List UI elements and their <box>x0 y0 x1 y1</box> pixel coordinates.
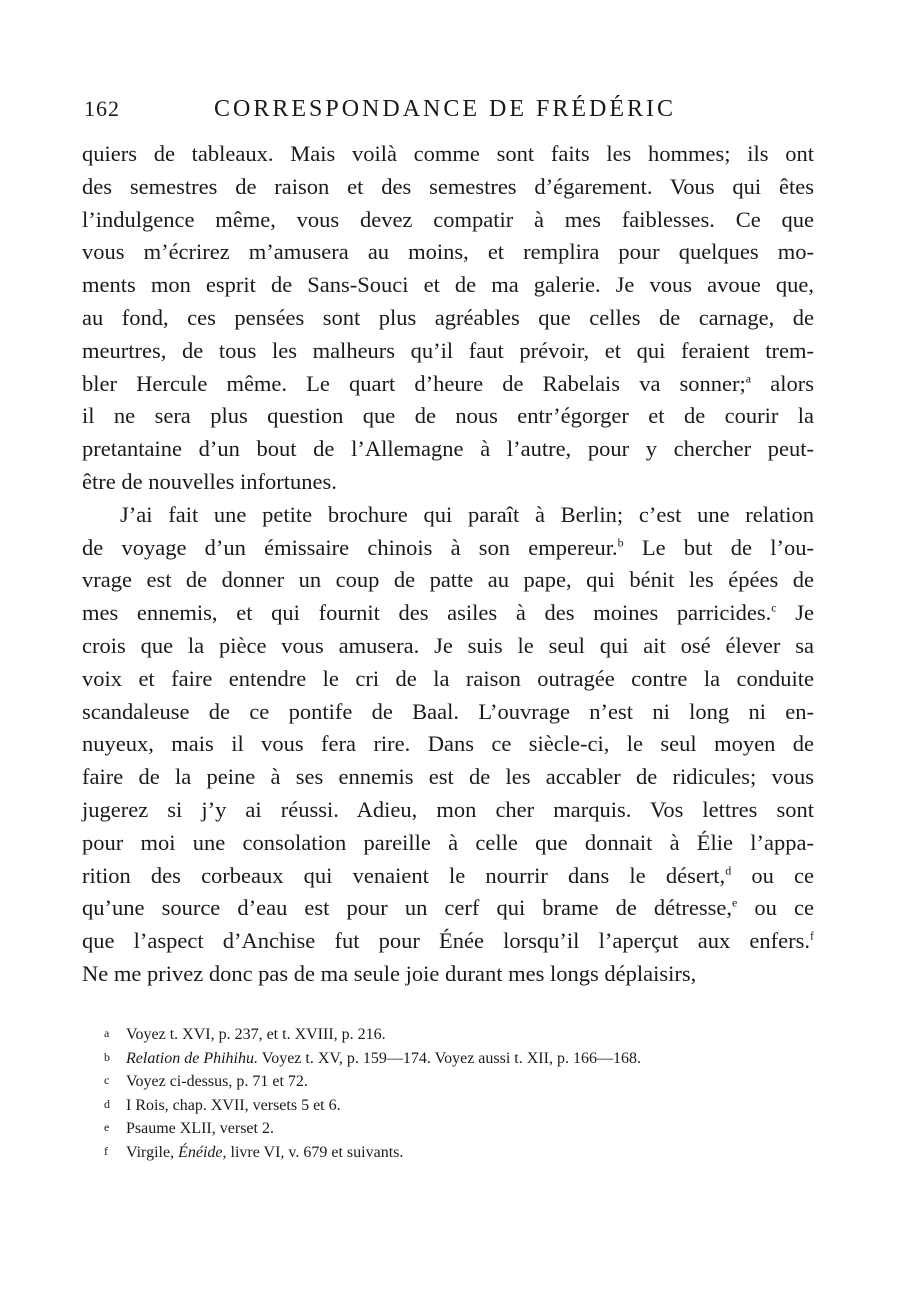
footnote-title: Énéide, <box>178 1143 227 1161</box>
text-line: bler Hercule même. Le quart d’heure de Rabelais va sonner;$^a$ alors <box>82 370 814 396</box>
footnote-letter: a <box>104 1026 110 1040</box>
footnote-letter: c <box>104 1073 110 1088</box>
footnote-letter: b <box>104 1049 110 1064</box>
footnote-letter: d <box>104 1096 110 1111</box>
letter-body <box>82 138 814 991</box>
text-line: faire de la peine à ses ennemis est de les accabler de ridicules; vous <box>82 764 814 790</box>
text-line: J’ai fait une petite brochure qui paraît à Berlin; c’est une relation <box>120 501 814 527</box>
text-line: crois que la pièce vous amusera. Je suis le seul qui ait osé élever sa <box>82 632 814 658</box>
text-line: mes ennemis, et qui fournit des asiles à des moines parricides.$^c$ Je <box>82 600 814 626</box>
footnote: b Relation de Phihihu. Voyez t. XV, p. 159—174. Voyez aussi t. XII, p. 166—168. <box>104 1046 804 1070</box>
text-line: qu’une source d’eau est pour un cerf qui brame de détresse,$^e$ ou ce <box>82 895 814 921</box>
text-line: l’indulgence même, vous devez compatir à mes faiblesses. Ce que <box>82 206 814 232</box>
footnotes <box>104 1022 804 1164</box>
text-line: voix et faire entendre le cri de la raison outragée contre la conduite <box>82 665 814 691</box>
footnote-letter: e <box>104 1120 110 1135</box>
footnote-letter: f <box>104 1143 108 1158</box>
text-line: vrage est de donner un coup de patte au pape, qui bénit les épées de <box>82 567 814 593</box>
footnote-reference: d <box>725 863 732 878</box>
text-line: des semestres de raison et des semestres d’égarement. Vous qui êtes <box>82 173 814 199</box>
text-line: scandaleuse de ce pontife de Baal. L’ouvrage n’est ni long ni en- <box>82 698 814 724</box>
text-line: être de nouvelles infortunes. <box>82 468 337 494</box>
text-line: vous m’écrirez m’amusera au moins, et remplira pour quelques mo- <box>82 239 814 265</box>
text-line: Ne me privez donc pas de ma seule joie durant mes longs déplaisirs, <box>82 960 697 986</box>
text-line: quiers de tableaux. Mais voilà comme sont faits les hommes; ils ont <box>82 141 814 166</box>
text-line: rition des corbeaux qui venaient le nourrir dans le désert,$^d$ ou ce <box>82 862 814 888</box>
footnote: f Virgile, Énéide, livre VI, v. 679 et suivants. <box>104 1140 804 1164</box>
footnote: a Voyez t. XVI, p. 237, et t. XVIII, p. 216. <box>104 1022 804 1046</box>
footnote-title: Relation de Phihihu. <box>126 1049 258 1067</box>
text-line: jugerez si j’y ai réussi. Adieu, mon cher marquis. Vos lettres sont <box>82 796 814 822</box>
text-line: pour moi une consolation pareille à celle que donnait à Élie l’appa- <box>82 829 814 855</box>
text-line: de voyage d’un émissaire chinois à son empereur.$^b$ Le but de l’ou- <box>82 534 814 560</box>
footnote-reference: c <box>771 600 777 615</box>
footnote-reference: f <box>810 928 814 943</box>
footnote: c Voyez ci-dessus, p. 71 et 72. <box>104 1069 804 1093</box>
footnote: d I Rois, chap. XVII, versets 5 et 6. <box>104 1093 804 1117</box>
page-header <box>84 96 814 130</box>
footnote-reference: b <box>617 535 624 550</box>
text-line: il ne sera plus question que de nous entr’égorger et de courir la <box>82 403 814 429</box>
footnote: e Psaume XLII, verset 2. <box>104 1116 804 1140</box>
footnote-reference: a <box>745 371 752 386</box>
text-line: que l’aspect d’Anchise fut pour Énée lorsqu’il l’aperçut aux enfers.$^f$ <box>82 928 814 954</box>
text-line: ments mon esprit de Sans-Souci et de ma galerie. Je vous avoue que, <box>82 272 814 298</box>
page-number: 162 <box>84 96 120 121</box>
text-line: nuyeux, mais il vous fera rire. Dans ce siècle-ci, le seul moyen de <box>82 731 814 757</box>
footnote-reference: e <box>732 895 738 910</box>
text-line: pretantaine d’un bout de l’Allemagne à l’autre, pour y chercher peut- <box>82 436 814 462</box>
running-title: CORRESPONDANCE DE FRÉDÉRIC <box>214 96 677 122</box>
text-line: meurtres, de tous les malheurs qu’il faut prévoir, et qui feraient trem- <box>82 337 814 363</box>
text-line: au fond, ces pensées sont plus agréables que celles de carnage, de <box>82 304 814 330</box>
